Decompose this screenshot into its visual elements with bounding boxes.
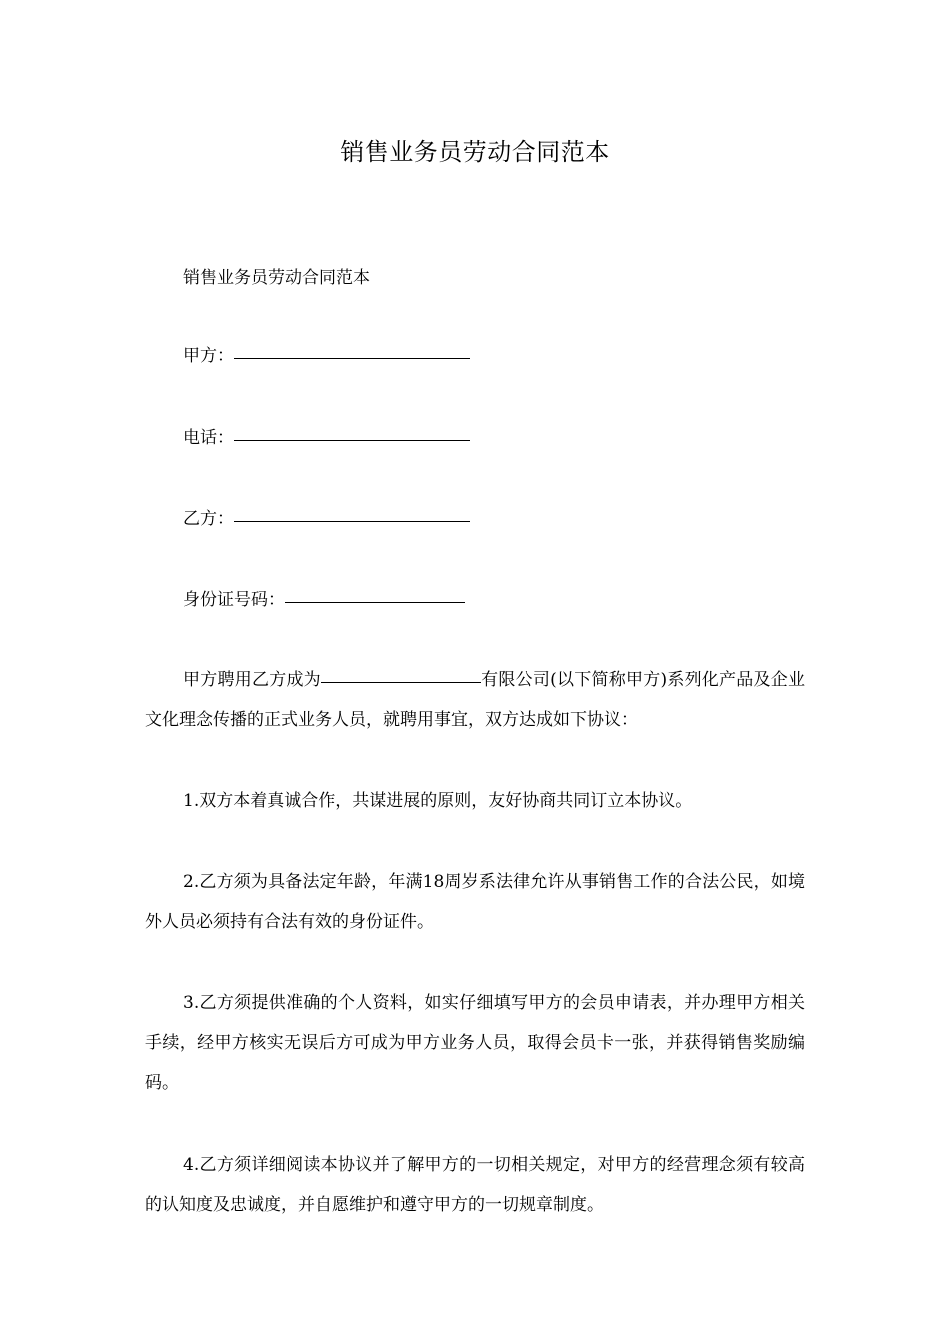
- id-number-blank: [285, 580, 465, 603]
- document-subtitle: 销售业务员劳动合同范本: [183, 268, 370, 288]
- company-name-blank: [321, 660, 481, 683]
- party-a-field: [145, 336, 805, 376]
- party-a-blank: [234, 336, 470, 359]
- intro-paragraph: [145, 660, 805, 740]
- intro-text-before: 甲方聘用乙方成为: [183, 670, 321, 690]
- phone-label: 电话：: [183, 428, 234, 448]
- party-b-field: [145, 499, 805, 539]
- id-number-label: 身份证号码：: [183, 590, 285, 610]
- party-a-label: 甲方：: [183, 346, 234, 366]
- document-title: 销售业务员劳动合同范本: [340, 138, 610, 166]
- party-b-blank: [234, 499, 470, 522]
- intro-text-after: 有限公司(以下简称甲方)系列化产品及企业文化理念传播的正式业务人员，就聘用事宜，双方达成如下协议：: [145, 670, 806, 730]
- phone-blank: [234, 418, 470, 441]
- clause-1: 1.双方本着真诚合作，共谋进展的原则，友好协商共同订立本协议。: [183, 791, 693, 811]
- id-number-field: [145, 580, 805, 620]
- phone-field: [145, 418, 805, 458]
- clause-3: 3.乙方须提供准确的个人资料，如实仔细填写甲方的会员申请表，并办理甲方相关手续，经甲方核实无误后方可成为甲方业务人员，取得会员卡一张，并获得销售奖励编码。: [145, 993, 805, 1093]
- clause-4: 4.乙方须详细阅读本协议并了解甲方的一切相关规定，对甲方的经营理念须有较高的认知度及忠诚度，并自愿维护和遵守甲方的一切规章制度。: [145, 1155, 805, 1215]
- clause-2: 2.乙方须为具备法定年龄，年满18周岁系法律允许从事销售工作的合法公民，如境外人员必须持有合法有效的身份证件。: [145, 872, 805, 932]
- party-b-label: 乙方：: [183, 509, 234, 529]
